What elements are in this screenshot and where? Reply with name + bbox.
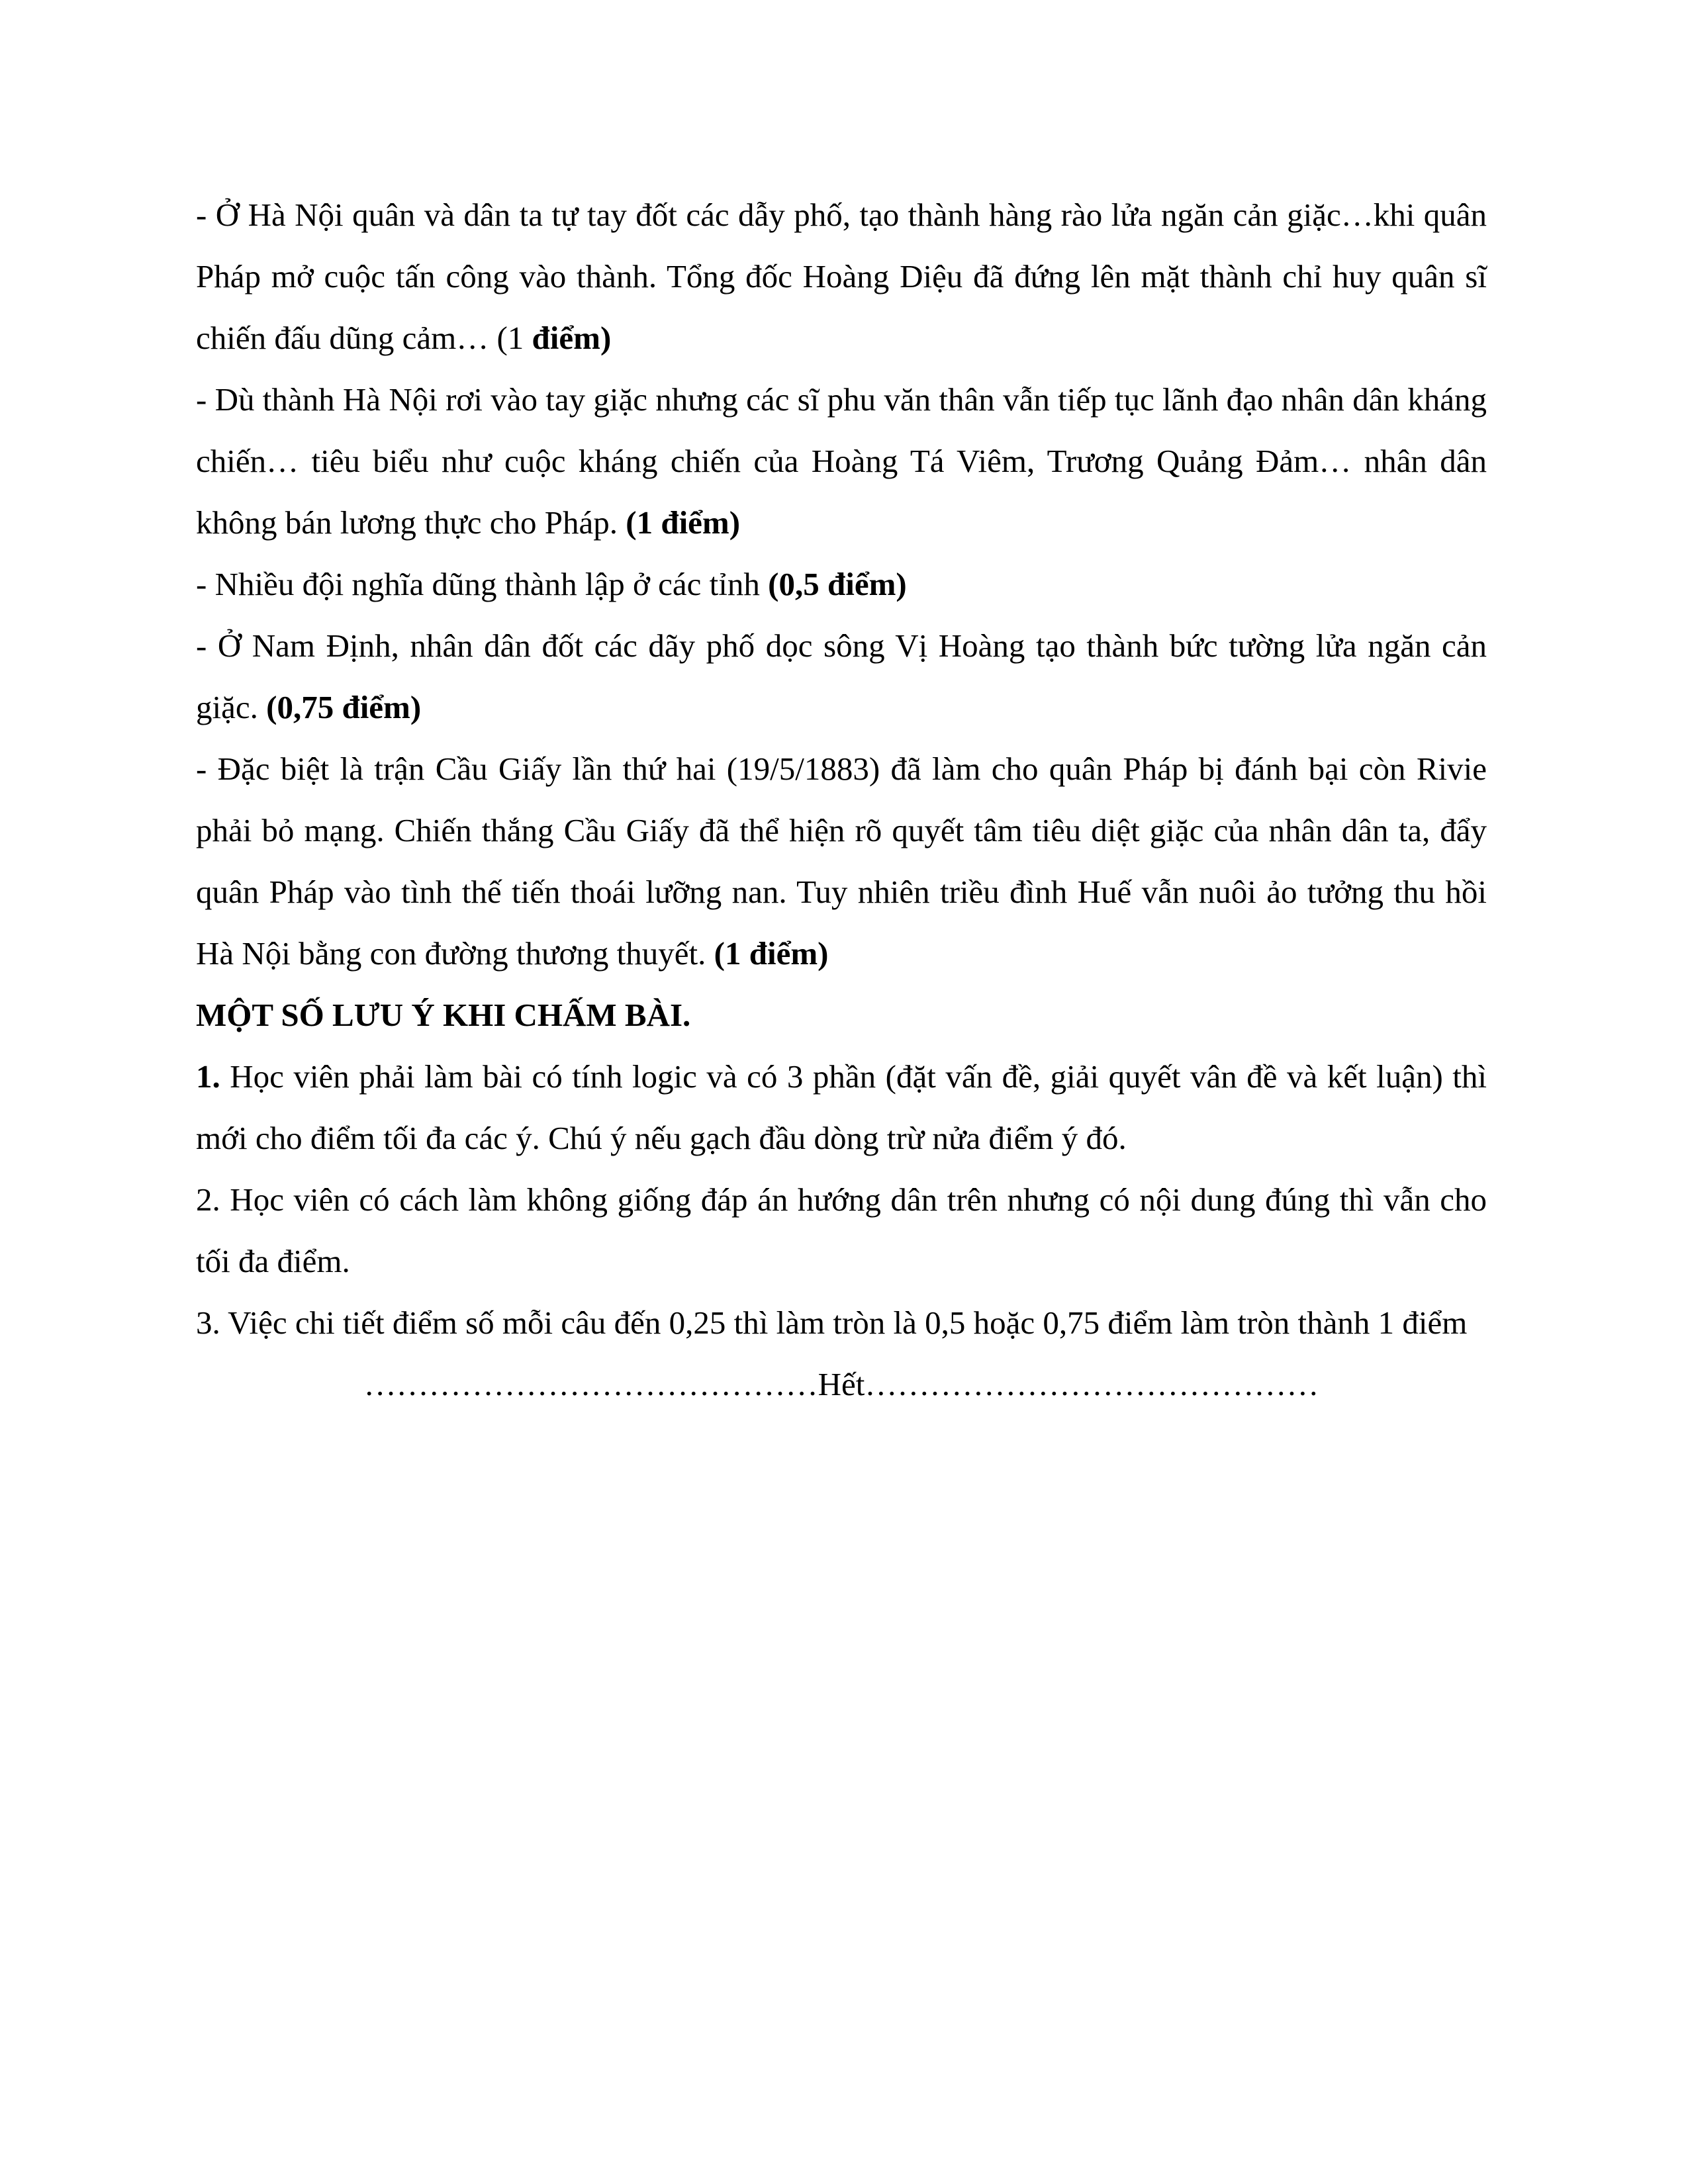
bullet-text: - Nhiều đội nghĩa dũng thành lập ở các tỉnh bbox=[196, 566, 769, 602]
bullet-scholars-resistance bbox=[196, 369, 1487, 553]
score-label: (1 điểm) bbox=[626, 504, 741, 541]
score-label: điểm) bbox=[532, 320, 612, 356]
note-text: Học viên phải làm bài có tính logic và có 3 phần (đặt vấn đề, giải quyết vân đề và kết luận) thì mới cho điểm tối đa các ý. Chú ý nếu gạch đầu dòng trừ nửa điểm ý đó. bbox=[196, 1058, 1487, 1156]
bullet-text: - Ở Hà Nội quân và dân ta tự tay đốt các dẫy phố, tạo thành hàng rào lửa ngăn cản giặc…khi quân Pháp mở cuộc tấn công vào thành. Tổng đốc Hoàng Diệu đã đứng lên mặt thành chỉ huy quân sĩ chiến đấu dũng cảm… (1 bbox=[196, 197, 1487, 356]
note-text: 2. Học viên có cách làm không giống đáp án hướng dân trên nhưng có nội dung đúng thì vẫn cho tối đa điểm. bbox=[196, 1181, 1487, 1279]
note-text: 3. Việc chi tiết điểm số mỗi câu đến 0,25 thì làm tròn là 0,5 hoặc 0,75 điểm làm tròn thành 1 điểm bbox=[196, 1304, 1468, 1341]
bullet-nam-dinh bbox=[196, 615, 1487, 738]
grading-notes-heading: MỘT SỐ LƯU Ý KHI CHẤM BÀI. bbox=[196, 997, 691, 1033]
bullet-text: - Dù thành Hà Nội rơi vào tay giặc nhưng các sĩ phu văn thân vẫn tiếp tục lãnh đạo nhân dân kháng chiến… tiêu biểu như cuộc kháng chiến của Hoàng Tá Viêm, Trương Quảng Đảm… nhân dân không bán lương thực cho Pháp. bbox=[196, 381, 1487, 541]
grading-note-1 bbox=[196, 1046, 1487, 1169]
grading-note-3 bbox=[196, 1292, 1487, 1353]
note-number: 1. bbox=[196, 1058, 220, 1095]
grading-note-2 bbox=[196, 1169, 1487, 1292]
bullet-militia-units bbox=[196, 553, 1487, 615]
bullet-cau-giay-battle bbox=[196, 738, 1487, 984]
score-label: (1 điểm) bbox=[714, 935, 829, 972]
score-label: (0,5 điểm) bbox=[768, 566, 907, 602]
score-label: (0,75 điểm) bbox=[266, 689, 422, 725]
bullet-text: - Ở Nam Định, nhân dân đốt các dãy phố dọc sông Vị Hoàng tạo thành bức tường lửa ngăn cản giặc. bbox=[196, 627, 1487, 725]
answer-key-page bbox=[196, 184, 1487, 1415]
bullet-text: - Đặc biệt là trận Cầu Giấy lần thứ hai (19/5/1883) đã làm cho quân Pháp bị đánh bại còn Rivie phải bỏ mạng. Chiến thắng Cầu Giấy đã thể hiện rõ quyết tâm tiêu diệt giặc của nhân dân ta, đẩy quân Pháp vào tình thế tiến thoái lưỡng nan. Tuy nhiên triều đình Huế vẫn nuôi ảo tưởng thu hồi Hà Nội bằng con đường thương thuyết. bbox=[196, 751, 1487, 972]
end-marker: ……………………………………Hết…………………………………… bbox=[363, 1366, 1319, 1402]
bullet-hanoi-defense bbox=[196, 184, 1487, 369]
